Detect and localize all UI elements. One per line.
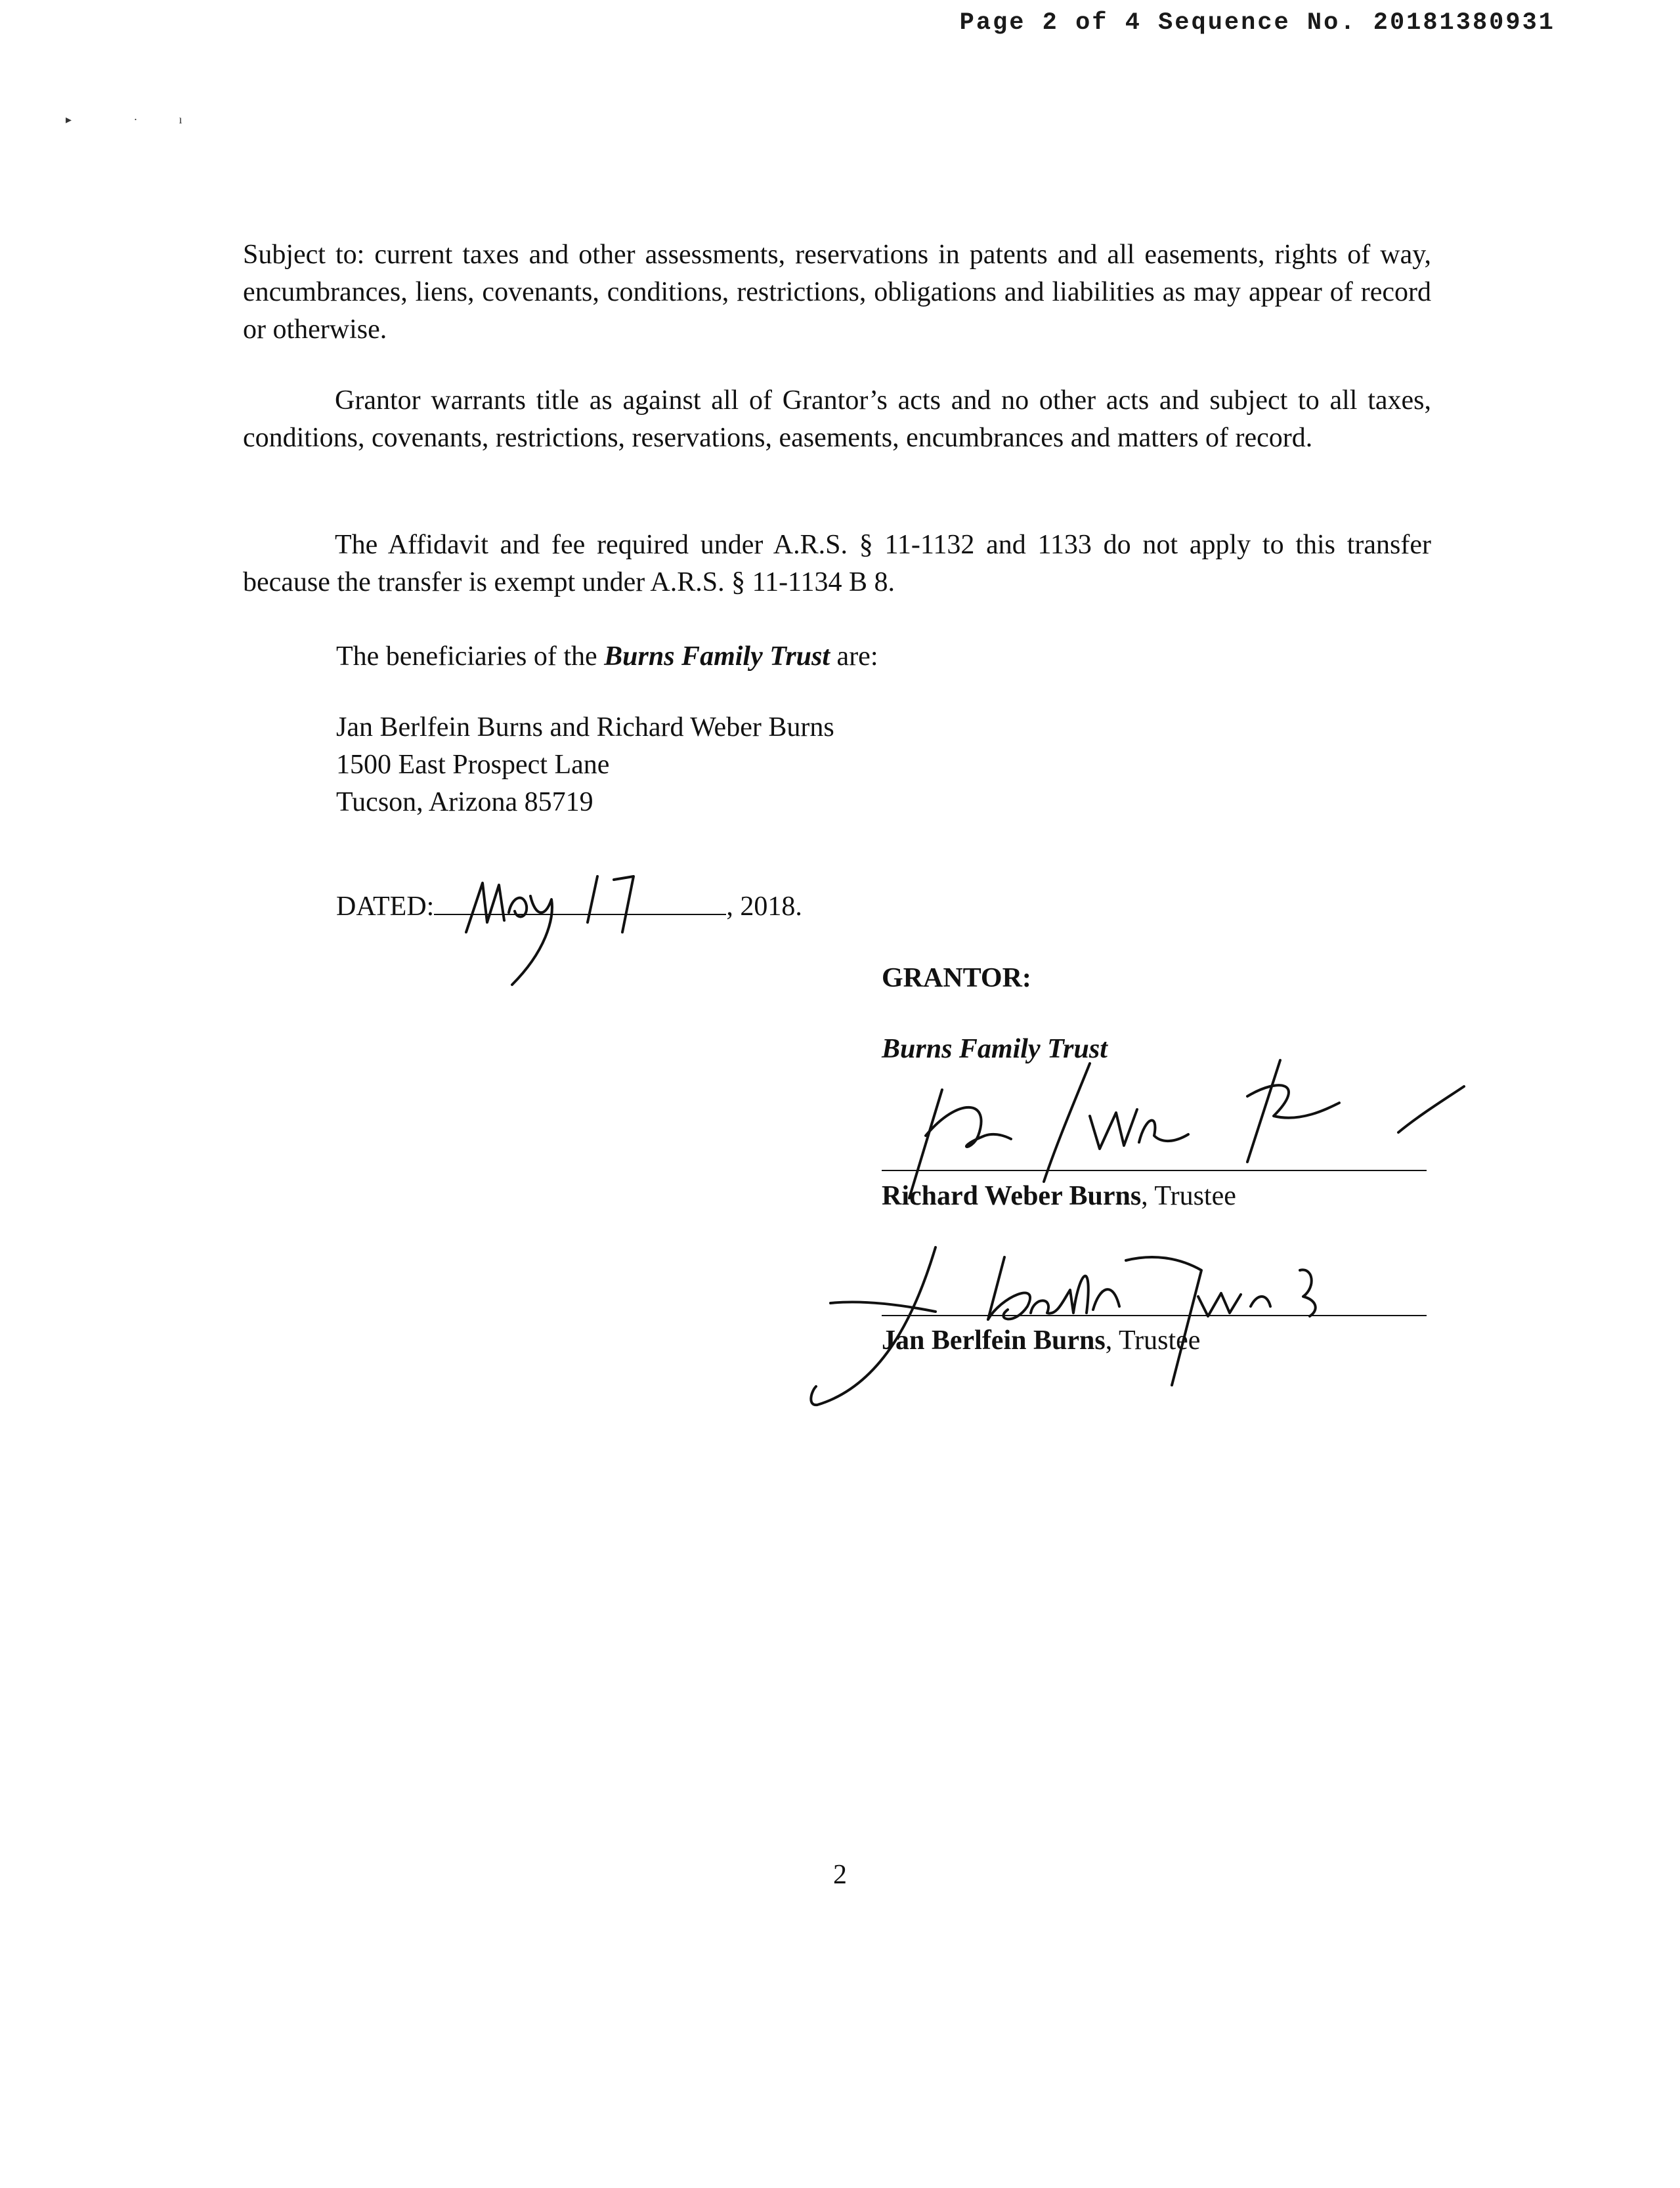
beneficiary-address-line1: 1500 East Prospect Lane [336,750,610,780]
recording-stamp: Page 2 of 4 Sequence No. 20181380931 [959,9,1555,37]
dated-row [336,888,802,926]
signer1-name: Richard Weber Burns [882,1181,1142,1211]
subject-to-paragraph: Subject to: current taxes and other assessments, reservations in patents and all easements, rights of way, encumbrances, liens, covenants, conditions, restrictions, obligations and liabilities as may appear of record or otherwise. [243,240,1431,345]
page-number: 2 [833,1860,847,1890]
warranty-paragraph: Grantor warrants title as against all of Grantor’s acts and no other acts and subject to all taxes, conditions, covenants, restrictions, reservations, easements, encumbrances and matters of record. [243,385,1431,453]
beneficiaries-intro-suffix: are: [830,641,878,672]
beneficiary-address-line2: Tucson, Arizona 85719 [336,787,593,817]
beneficiaries-intro-prefix: The beneficiaries of the [336,641,605,672]
signer2-role: , Trustee [1105,1325,1201,1356]
beneficiaries-trust-name: Burns Family Trust [604,641,830,672]
signer2-caption [882,1322,1200,1360]
signer1-caption [882,1178,1236,1215]
signer1-role: , Trustee [1141,1181,1236,1211]
affidavit-paragraph: The Affidavit and fee required under A.R.S. § 11-1132 and 1133 do not apply to this transfer because the transfer is exempt under A.R.S. § 11-1134 B 8. [243,530,1431,597]
signer2-name: Jan Berlfein Burns [882,1325,1106,1356]
dated-label: DATED: [336,891,435,922]
beneficiary-names: Jan Berlfein Burns and Richard Weber Burns [336,712,834,742]
grantor-trust-name: Burns Family Trust [882,1034,1108,1064]
signature-line-2 [882,1315,1427,1316]
signature-line-1 [882,1170,1427,1171]
scan-specks: ▸ · ı [66,113,183,126]
beneficiaries-intro [336,638,878,676]
dated-blank [434,888,726,915]
dated-year: , 2018. [726,891,802,922]
dated-handwriting [446,860,683,991]
grantor-heading: GRANTOR: [882,963,1031,993]
